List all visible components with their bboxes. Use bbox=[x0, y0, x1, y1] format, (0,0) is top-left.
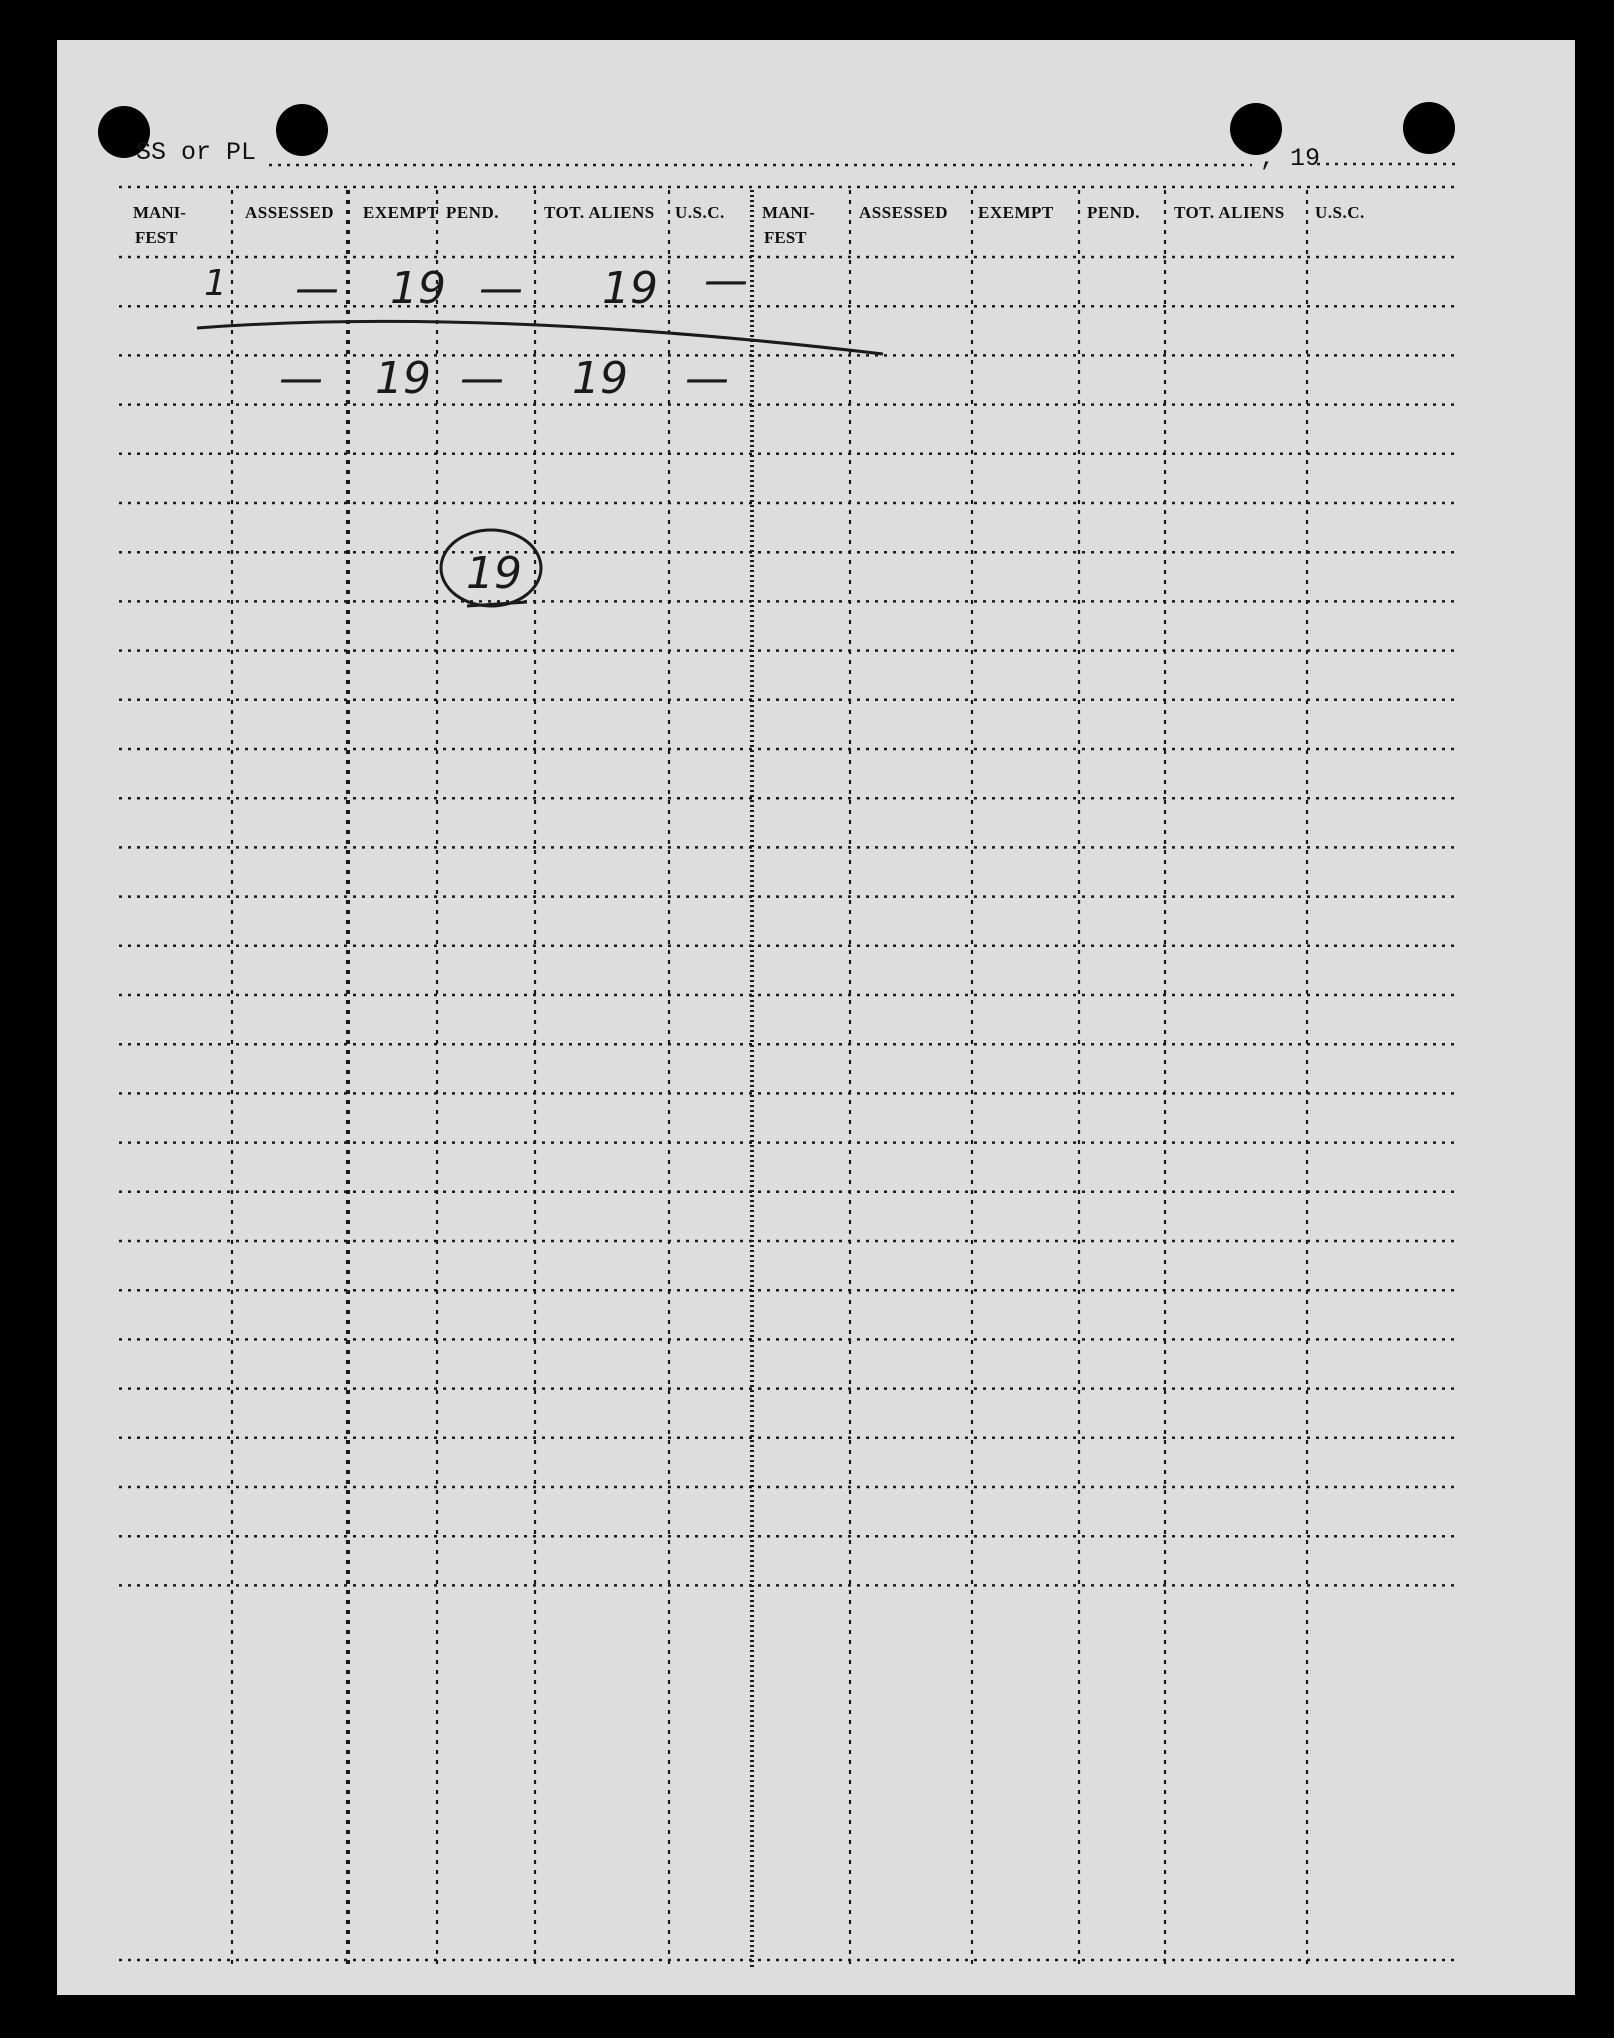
col-header-assessed-right: ASSESSED bbox=[859, 203, 949, 222]
ss-label: SS or PL bbox=[136, 138, 257, 167]
col-header-pend: PEND. bbox=[446, 203, 500, 222]
punch-hole bbox=[276, 104, 328, 156]
hw-total-tot-aliens: 19 bbox=[572, 353, 628, 404]
hw-circled-total: 19 bbox=[466, 548, 522, 599]
col-header-assessed: ASSESSED bbox=[245, 203, 335, 222]
punch-hole bbox=[1403, 102, 1455, 154]
handwritten-total-line bbox=[197, 321, 883, 354]
col-header-manifest: MANI- bbox=[133, 203, 186, 222]
col-header-usc-right: U.S.C. bbox=[1315, 203, 1365, 222]
col-header-exempt-right: EXEMPT bbox=[978, 203, 1054, 222]
hw-total-pend: — bbox=[460, 353, 504, 404]
ledger-sheet bbox=[57, 40, 1575, 1995]
col-header-manifest-right: MANI- bbox=[762, 203, 815, 222]
col-header-manifest-right-2: FEST bbox=[764, 228, 807, 247]
hw-pend: — bbox=[479, 263, 523, 314]
year-prefix: , 19 bbox=[1260, 144, 1321, 173]
handwritten-circle-tail bbox=[467, 602, 527, 606]
hw-exempt: 19 bbox=[390, 263, 446, 314]
col-header-tot-aliens: TOT. ALIENS bbox=[544, 203, 655, 222]
col-header-tot-aliens-right: TOT. ALIENS bbox=[1174, 203, 1285, 222]
col-header-usc: U.S.C. bbox=[675, 203, 725, 222]
hw-total-assessed: — bbox=[279, 353, 323, 404]
hw-tot-aliens: 19 bbox=[602, 263, 658, 314]
hw-total-usc: — bbox=[685, 353, 729, 404]
col-header-pend-right: PEND. bbox=[1087, 203, 1141, 222]
hw-usc: — bbox=[704, 255, 748, 306]
col-header-exempt: EXEMPT bbox=[363, 203, 439, 222]
col-header-manifest-2: FEST bbox=[135, 228, 178, 247]
ledger-grid bbox=[57, 40, 1575, 1995]
hw-assessed: — bbox=[295, 263, 339, 314]
hw-manifest: 1 bbox=[204, 263, 227, 304]
hw-total-exempt: 19 bbox=[375, 353, 431, 404]
